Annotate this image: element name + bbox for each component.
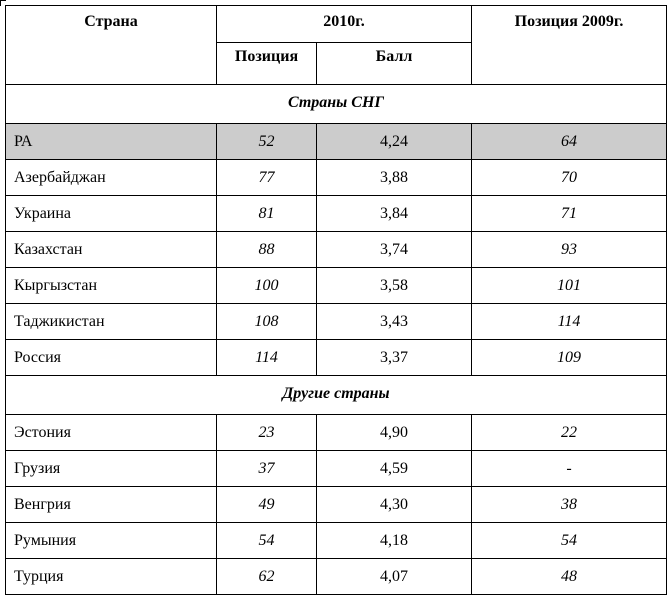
header-score: Балл	[317, 43, 472, 85]
score-cell: 3,43	[317, 304, 472, 340]
position-2009-cell: 93	[472, 232, 667, 268]
position-cell: 23	[217, 415, 317, 451]
table-row	[6, 523, 667, 559]
position-cell: 54	[217, 523, 317, 559]
position-2009-cell: -	[472, 451, 667, 487]
country-cell: Азербайджан	[6, 160, 217, 196]
section-title: Страны СНГ	[6, 85, 667, 124]
table-row	[6, 340, 667, 376]
position-2009-cell: 109	[472, 340, 667, 376]
header-country: Страна	[6, 6, 217, 85]
header-position-2009: Позиция 2009г.	[472, 6, 667, 85]
position-cell: 114	[217, 340, 317, 376]
position-2009-cell: 64	[472, 124, 667, 160]
country-cell: Эстония	[6, 415, 217, 451]
position-2009-cell: 114	[472, 304, 667, 340]
score-cell: 4,18	[317, 523, 472, 559]
position-cell: 81	[217, 196, 317, 232]
score-cell: 3,88	[317, 160, 472, 196]
table-body	[6, 85, 667, 595]
position-2009-cell: 48	[472, 559, 667, 595]
country-cell: РА	[6, 124, 217, 160]
score-cell: 4,90	[317, 415, 472, 451]
score-cell: 3,37	[317, 340, 472, 376]
country-cell: Казахстан	[6, 232, 217, 268]
ranking-table	[5, 5, 667, 595]
score-cell: 3,58	[317, 268, 472, 304]
position-cell: 108	[217, 304, 317, 340]
table-row	[6, 304, 667, 340]
position-2009-cell: 38	[472, 487, 667, 523]
country-cell: Турция	[6, 559, 217, 595]
position-cell: 37	[217, 451, 317, 487]
section-title: Другие страны	[6, 376, 667, 415]
position-cell: 100	[217, 268, 317, 304]
table-row	[6, 451, 667, 487]
position-cell: 88	[217, 232, 317, 268]
country-cell: Румыния	[6, 523, 217, 559]
country-cell: Венгрия	[6, 487, 217, 523]
position-2009-cell: 54	[472, 523, 667, 559]
table-row	[6, 232, 667, 268]
header-year-2010: 2010г.	[217, 6, 472, 43]
score-cell: 4,07	[317, 559, 472, 595]
country-cell: Россия	[6, 340, 217, 376]
table-row	[6, 415, 667, 451]
table-row	[6, 160, 667, 196]
table-row	[6, 559, 667, 595]
position-2009-cell: 70	[472, 160, 667, 196]
country-cell: Таджикистан	[6, 304, 217, 340]
table-row	[6, 196, 667, 232]
country-cell: Грузия	[6, 451, 217, 487]
table-row	[6, 268, 667, 304]
country-cell: Украина	[6, 196, 217, 232]
score-cell: 4,59	[317, 451, 472, 487]
position-2009-cell: 101	[472, 268, 667, 304]
position-2009-cell: 71	[472, 196, 667, 232]
score-cell: 3,84	[317, 196, 472, 232]
position-cell: 52	[217, 124, 317, 160]
score-cell: 4,30	[317, 487, 472, 523]
country-cell: Кыргызстан	[6, 268, 217, 304]
section-header-row	[6, 85, 667, 124]
position-cell: 49	[217, 487, 317, 523]
header-row-1	[6, 6, 667, 43]
score-cell: 4,24	[317, 124, 472, 160]
section-header-row	[6, 376, 667, 415]
score-cell: 3,74	[317, 232, 472, 268]
table-row	[6, 487, 667, 523]
table-row	[6, 124, 667, 160]
header-position: Позиция	[217, 43, 317, 85]
position-cell: 77	[217, 160, 317, 196]
position-cell: 62	[217, 559, 317, 595]
position-2009-cell: 22	[472, 415, 667, 451]
